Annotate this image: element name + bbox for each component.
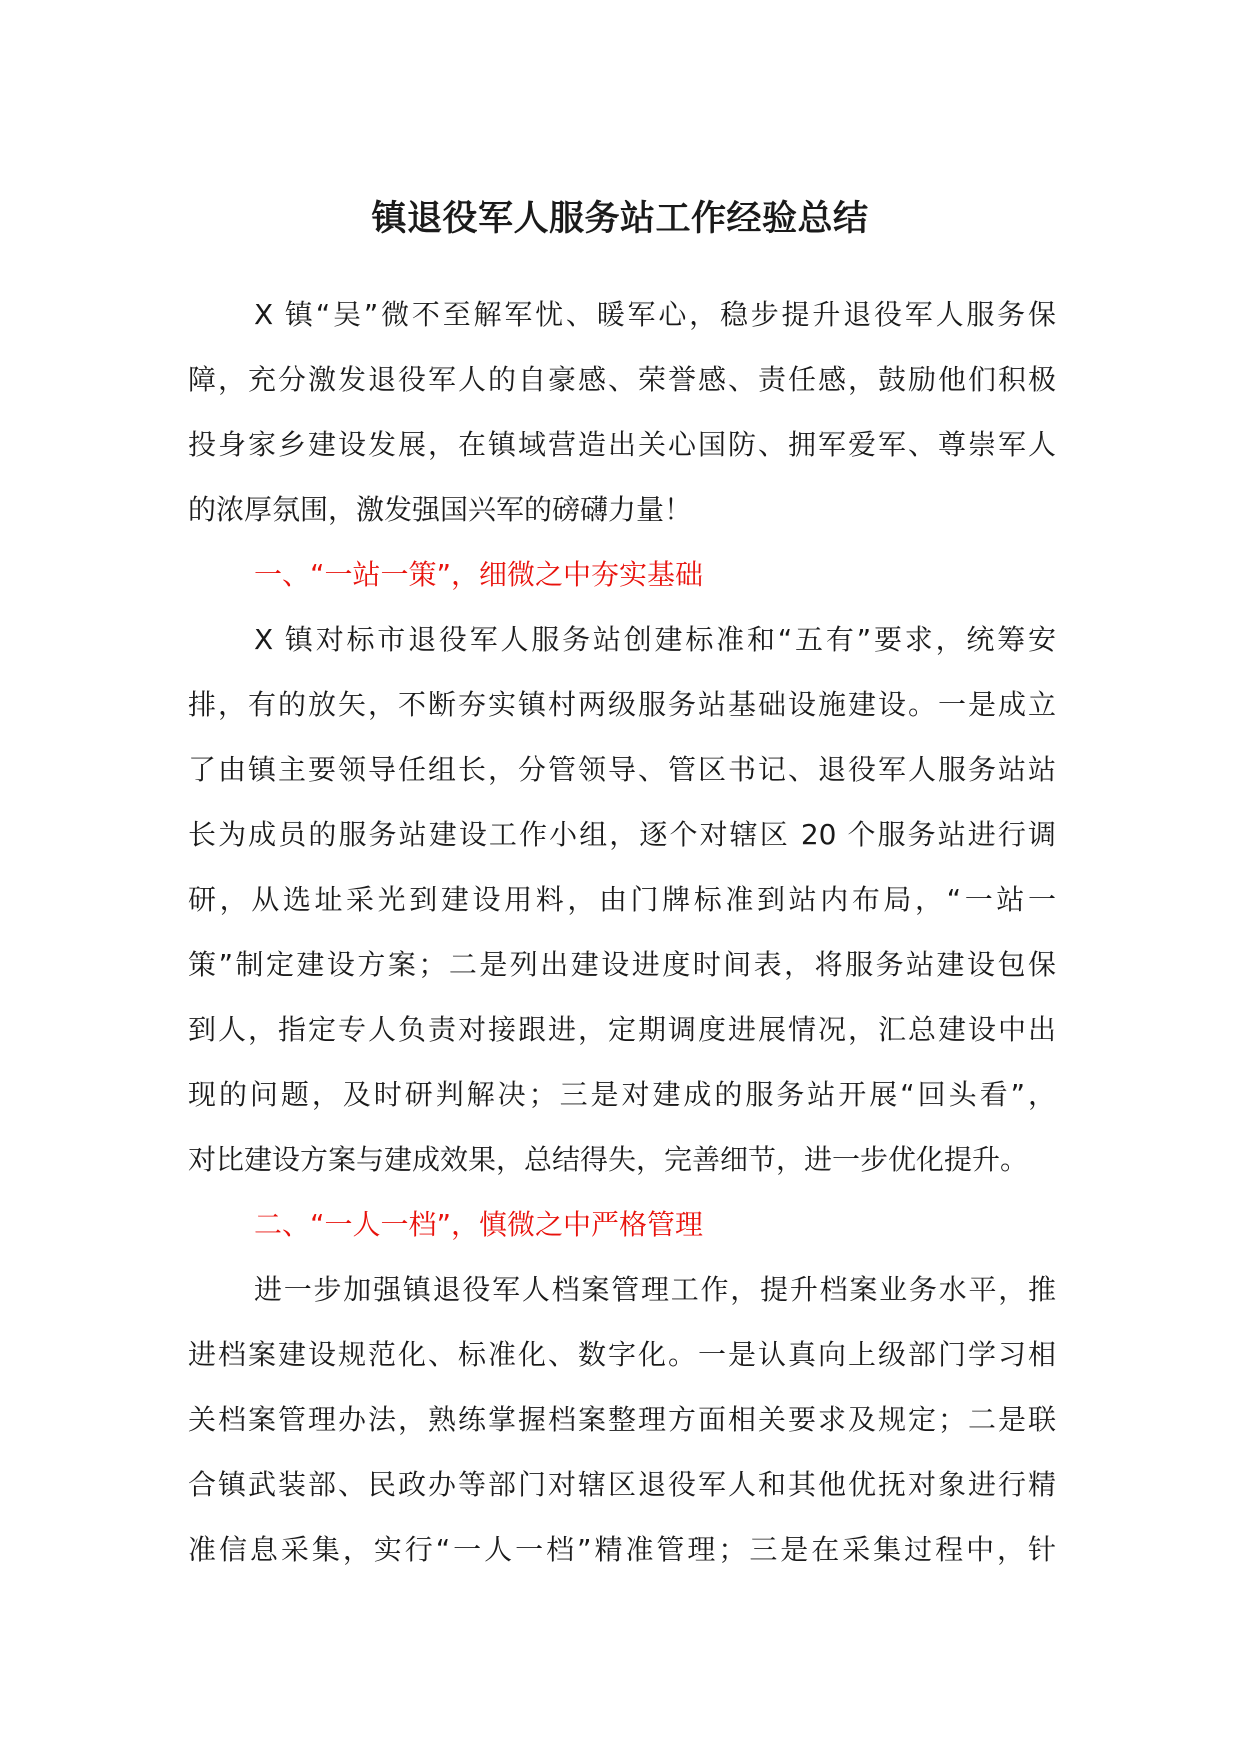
paragraph-line: 进档案建设规范化、标准化、数字化。一是认真向上级部门学习相 <box>188 1338 1056 1371</box>
paragraph-line: 对比建设方案与建成效果，总结得失，完善细节，进一步优化提升。 <box>188 1143 1029 1176</box>
paragraph-line: 到人，指定专人负责对接跟进，定期调度进展情况，汇总建设中出 <box>188 1013 1056 1046</box>
section-heading-1: 一、“一站一策”，细微之中夯实基础 <box>254 558 704 591</box>
section-heading-2: 二、“一人一档”，慎微之中严格管理 <box>254 1208 704 1241</box>
paragraph-line: 投身家乡建设发展，在镇域营造出关心国防、拥军爱军、尊崇军人 <box>188 428 1056 461</box>
paragraph-line: 了由镇主要领导任组长，分管领导、管区书记、退役军人服务站站 <box>188 753 1056 786</box>
paragraph-line: 障，充分激发退役军人的自豪感、荣誉感、责任感，鼓励他们积极 <box>188 363 1056 396</box>
document-body <box>188 282 1056 1582</box>
paragraph-line: 长为成员的服务站建设工作小组，逐个对辖区 20 个服务站进行调 <box>188 818 1056 851</box>
paragraph-line: 关档案管理办法，熟练掌握档案整理方面相关要求及规定；二是联 <box>188 1403 1056 1436</box>
paragraph-line: X 镇对标市退役军人服务站创建标准和“五有”要求，统筹安 <box>254 623 1056 656</box>
paragraph-line: 现的问题，及时研判解决；三是对建成的服务站开展“回头看”， <box>188 1078 1056 1111</box>
document-title: 镇退役军人服务站工作经验总结 <box>371 199 869 239</box>
paragraph-line: 进一步加强镇退役军人档案管理工作，提升档案业务水平，推 <box>254 1273 1056 1306</box>
paragraph-line: 策”制定建设方案；二是列出建设进度时间表，将服务站建设包保 <box>188 948 1056 981</box>
paragraph-line: 研，从选址采光到建设用料，由门牌标准到站内布局，“一站一 <box>188 883 1056 916</box>
paragraph-line: 准信息采集，实行“一人一档”精准管理；三是在采集过程中，针 <box>188 1533 1056 1566</box>
paragraph-line: 的浓厚氛围，激发强国兴军的磅礴力量！ <box>188 493 693 526</box>
paragraph-line: X 镇“吴”微不至解军忧、暖军心，稳步提升退役军人服务保 <box>254 298 1056 331</box>
paragraph-line: 合镇武装部、民政办等部门对辖区退役军人和其他优抚对象进行精 <box>188 1468 1056 1501</box>
paragraph-line: 排，有的放矢，不断夯实镇村两级服务站基础设施建设。一是成立 <box>188 688 1056 721</box>
